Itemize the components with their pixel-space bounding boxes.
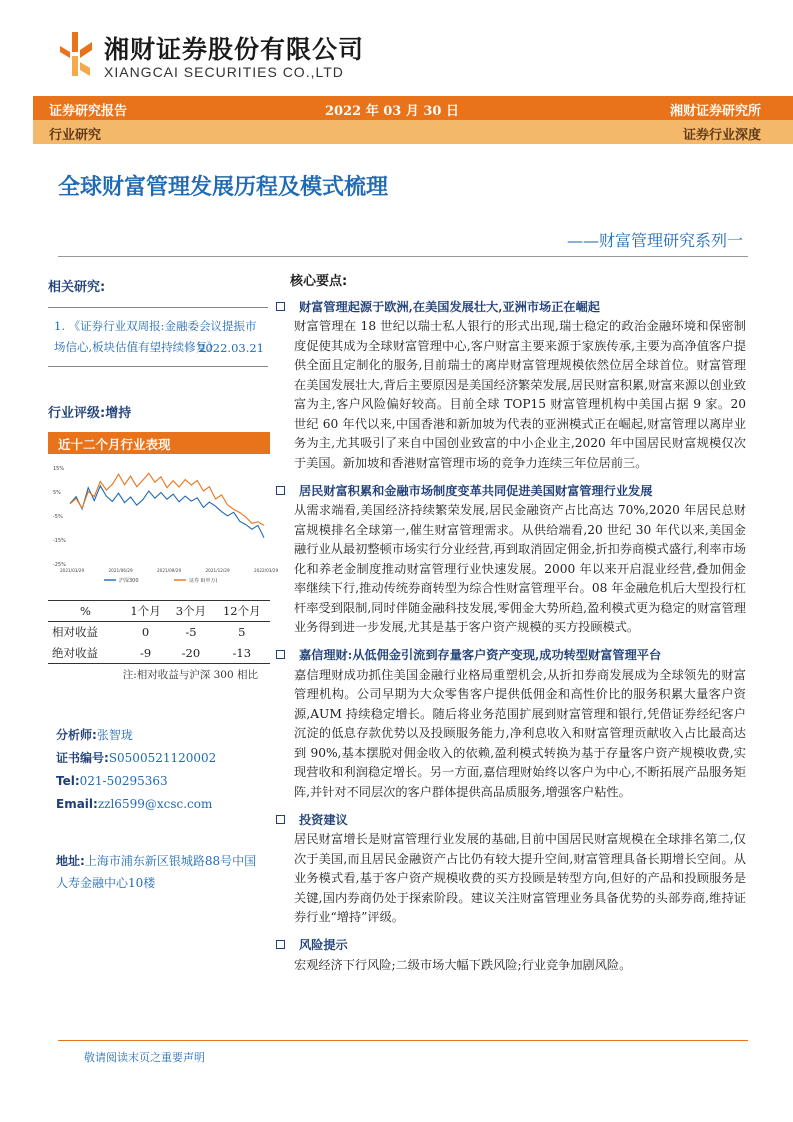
analyst-name: 张智珑 <box>96 728 133 742</box>
industry-rating: 行业评级:增持 <box>48 406 132 421</box>
y-tick-label: -15% <box>53 538 66 544</box>
table-cell: -5 <box>185 625 197 640</box>
row-label: 绝对收益 <box>48 643 123 664</box>
performance-header <box>48 432 270 454</box>
table-header-cell: 12个月 <box>214 601 270 622</box>
table-header-row <box>48 601 270 622</box>
company-logo <box>58 28 98 80</box>
analyst-info <box>56 724 216 816</box>
email-address[interactable]: zzl6599@xcsc.com <box>97 797 213 811</box>
table-cell: 5 <box>238 625 246 640</box>
core-points <box>276 270 746 975</box>
table-cell: -9 <box>123 643 168 664</box>
address <box>56 850 268 894</box>
section-text: 宏观经济下行风险;二级市场大幅下跌风险;行业竞争加剧风险。 <box>294 957 632 972</box>
core-points-title: 核心要点: <box>290 274 348 289</box>
y-tick-label: -5% <box>53 514 63 520</box>
table-header-cell: 3个月 <box>168 601 213 622</box>
section-heading: 风险提示 <box>299 938 348 952</box>
report-date: 2022 年 03 月 30 日 <box>325 104 459 119</box>
legend-label: 证券 II(申万) <box>189 578 218 584</box>
core-section <box>276 934 746 976</box>
bullet-square-icon <box>276 815 285 824</box>
report-type: 证券研究报告 <box>49 104 128 119</box>
related-research-box <box>48 307 268 367</box>
series-lines <box>70 473 264 538</box>
header-band-secondary <box>33 120 793 144</box>
x-tick-label: 2021/06/29 <box>108 568 133 573</box>
header-band-primary <box>33 96 793 120</box>
cert-label: 证书编号: <box>56 751 109 765</box>
bullet-square-icon <box>276 650 285 659</box>
y-tick-labels <box>53 466 66 568</box>
table-cell: -13 <box>214 643 270 664</box>
section-text: 财富管理在 18 世纪以瑞士私人银行的形式出现,瑞士稳定的政治金融环境和保密制度促使其成为全球财富管理中心,客户财富主要来源于家族传承,主要为高净值客户提供全面且定制化的服务,目前瑞士的离岸财富管理规模依然位居全球首位。财富管理在美国发展壮大,背后主要原因是美国经济繁荣发展,居民财富积累,财富来源以创业致富为主,客户风险偏好较高。目前全球 TOP15 财富管理机构中美国占据 9 家。20 世纪 60 年代以来,中国香港和新加坡为代表的亚洲模式正在崛起,财富管理以离岸业务为主,尤其吸引了来自中国创业致富的中小企业主,2020 年中国居民财富规模仅次于美国。新加坡和香港财富管理市场的竞争力连续三年位居前三。 <box>294 319 746 470</box>
x-tick-label: 2022/03/29 <box>254 568 279 573</box>
table-row <box>48 643 270 664</box>
section-heading: 居民财富积累和金融市场制度变革共同促进美国财富管理行业发展 <box>299 483 653 498</box>
address-label: 地址: <box>56 854 85 868</box>
bullet-square-icon <box>276 302 285 311</box>
email-label: Email: <box>56 797 98 811</box>
table-note: 注:相对收益与沪深 300 相比 <box>122 669 258 681</box>
title-divider <box>58 256 748 257</box>
bullet-square-icon <box>276 940 285 949</box>
table-header-cell: 1个月 <box>123 601 168 622</box>
analyst-label: 分析师: <box>56 728 97 742</box>
table-row <box>48 622 270 643</box>
y-tick-label: 5% <box>53 490 61 496</box>
section-text: 从需求端看,美国经济持续繁荣发展,居民金融资产占比高达 70%,2020 年居民总财富规模排名全球第一,催生财富管理需求。从供给端看,20 世纪 30 年代以来,美国金融行业从最初整顿市场实行分业经营,再到取消固定佣金,折扣券商模式盛行,利率市场化和养老金制度推动财富管理行业快速发展。2000 年以来开启混业经营,叠加佣金率继续下行,推动传统券商转型为综合性财富管理平台。08 年金融危机后大型投行杠杆率受到限制,同时伴随金融科技发展,零佣金大势所趋,盈利模式更为稳定的财富管理业务得到进一步发展,尤其是基于客户资产规模的买方投顾模式。 <box>294 503 746 634</box>
section-text: 嘉信理财成功抓住美国金融行业格局重塑机会,从折扣券商发展成为全球领先的财富管理机构。公司早期为大众零售客户提供低佣金和高性价比的服务积累大量客户资源,AUM 持续稳定增长。随后将业务范围扩展到财富管理和银行,凭借证券经纪客户沉淀的低息存款优势以及投顾服务能力,净利息收入和财富管理贡献收入占比最高达到 90%,基本摆脱对佣金收入的依赖,盈利模式转换为基于存量客户资产规模收费,实现营收和利润稳定增长。另一方面,嘉信理财始终以客户为中心,不断拓展产品服务矩阵,并针对不同层次的客户群体提供高品质服务,增强客户粘性。 <box>294 667 746 799</box>
performance-table <box>48 600 270 664</box>
table-cell: -20 <box>168 643 213 664</box>
disclaimer-notice: 敬请阅读末页之重要声明 <box>84 1051 205 1064</box>
company-name-cn: 湘财证券股份有限公司 <box>104 35 365 64</box>
table-header-cell: % <box>48 601 123 622</box>
section-heading: 财富管理起源于欧洲,在美国发展壮大,亚洲市场正在崛起 <box>299 299 600 314</box>
sidebar <box>48 276 268 367</box>
legend-label: 沪深300 <box>119 578 139 584</box>
y-tick-label: 15% <box>53 466 65 472</box>
bullet-square-icon <box>276 486 285 495</box>
address-text: 上海市浦东新区银城路88号中国人寿金融中心10楼 <box>56 854 257 890</box>
related-research-item[interactable]: 1. 《证券行业双周报:金融委会议提振市场信心,板块估值有望持续修复》 <box>54 319 257 354</box>
row-label: 相对收益 <box>52 625 98 640</box>
report-category: 行业研究 <box>49 128 102 143</box>
related-research-date: 2022.03.21 <box>198 341 264 355</box>
section-text: 居民财富增长是财富管理行业发展的基础,目前中国居民财富规模在全球排名第二,仅次于美国,而且居民金融资产占比仍有较大提升空间,财富管理具备长期增长空间。从业务模式看,基于客户资产规模收费的买方投顾是转型方向,但好的产品和投顾服务是关键,国内券商仍处于探索阶段。建议关注财富管理业务具备优势的头部券商,维持证券行业“增持”评级。 <box>294 832 746 924</box>
legend <box>104 577 217 584</box>
core-section <box>276 644 746 803</box>
report-subtitle: ——财富管理研究系列一 <box>566 231 743 250</box>
footer-divider <box>58 1040 748 1041</box>
x-tick-label: 2021/09/29 <box>157 568 182 573</box>
core-section <box>276 808 746 928</box>
series-line <box>70 486 264 538</box>
tel-label: Tel: <box>56 774 80 788</box>
core-section <box>276 295 746 473</box>
performance-title: 近十二个月行业表现 <box>58 437 171 452</box>
cert-number: S0500521120002 <box>108 751 217 765</box>
y-tick-label: -25% <box>53 562 66 568</box>
company-name-en: XIANGCAI SECURITIES CO.,LTD <box>104 64 344 80</box>
report-title: 全球财富管理发展历程及模式梳理 <box>58 175 389 200</box>
table-cell: 0 <box>141 625 150 640</box>
core-section <box>276 479 746 638</box>
x-tick-label: 2021/12/29 <box>205 568 230 573</box>
section-heading: 嘉信理财:从低佣金引流到存量客户资产变现,成功转型财富管理平台 <box>299 648 662 662</box>
performance-chart <box>52 458 279 588</box>
x-tick-labels <box>60 568 278 573</box>
tel-number: 021-50295363 <box>79 774 168 788</box>
related-research-heading: 相关研究: <box>48 280 106 295</box>
research-institute: 湘财证券研究所 <box>669 104 761 119</box>
x-tick-label: 2021/03/29 <box>60 568 85 573</box>
section-heading: 投资建议 <box>299 812 348 827</box>
report-subcategory: 证券行业深度 <box>682 128 761 143</box>
